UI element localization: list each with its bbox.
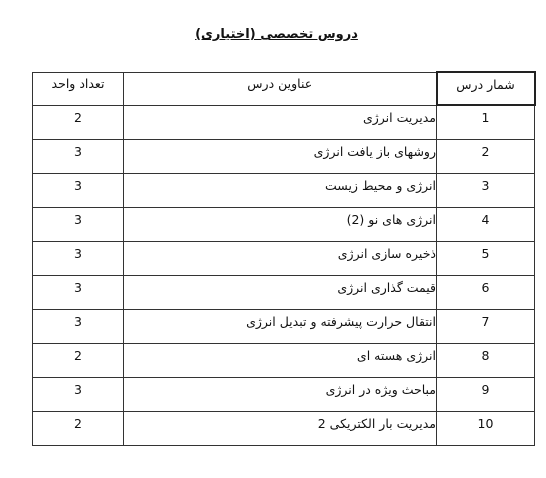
table-header-row bbox=[33, 72, 535, 105]
course-name: مباحث ویژه در انرژی bbox=[124, 377, 437, 411]
course-number: 5 bbox=[437, 241, 535, 275]
table-row bbox=[33, 241, 535, 275]
page-title: دروس تخصصی (اختیاری) bbox=[195, 27, 358, 42]
course-number: 4 bbox=[437, 207, 535, 241]
course-units: 2 bbox=[33, 105, 124, 139]
course-units: 2 bbox=[33, 411, 124, 445]
table-row bbox=[33, 105, 535, 139]
course-number: 10 bbox=[437, 411, 535, 445]
course-name: مدیریت انرژی bbox=[124, 105, 437, 139]
course-number: 2 bbox=[437, 139, 535, 173]
course-name: انتقال حرارت پیشرفته و تبدیل انرژی bbox=[124, 309, 437, 343]
header-course-name: عناوین درس bbox=[124, 72, 437, 105]
course-units: 3 bbox=[33, 207, 124, 241]
course-name: روشهای باز یافت انرژی bbox=[124, 139, 437, 173]
course-units: 2 bbox=[33, 343, 124, 377]
course-name: قیمت گذاری انرژی bbox=[124, 275, 437, 309]
table-row bbox=[33, 207, 535, 241]
course-number: 7 bbox=[437, 309, 535, 343]
course-number: 1 bbox=[437, 105, 535, 139]
header-units: تعداد واحد bbox=[33, 72, 124, 105]
course-table bbox=[32, 71, 536, 446]
table-row bbox=[33, 275, 535, 309]
table-row bbox=[33, 173, 535, 207]
course-units: 3 bbox=[33, 173, 124, 207]
course-number: 8 bbox=[437, 343, 535, 377]
table-row bbox=[33, 343, 535, 377]
course-name: مدیریت بار الکتریکی 2 bbox=[124, 411, 437, 445]
table-row bbox=[33, 309, 535, 343]
table-row bbox=[33, 139, 535, 173]
course-name: انرژی هسته ای bbox=[124, 343, 437, 377]
course-units: 3 bbox=[33, 309, 124, 343]
course-units: 3 bbox=[33, 275, 124, 309]
course-number: 6 bbox=[437, 275, 535, 309]
table-row bbox=[33, 377, 535, 411]
course-units: 3 bbox=[33, 377, 124, 411]
course-number: 9 bbox=[437, 377, 535, 411]
table-row bbox=[33, 411, 535, 445]
course-name: ذخیره سازی انرژی bbox=[124, 241, 437, 275]
course-units: 3 bbox=[33, 139, 124, 173]
course-units: 3 bbox=[33, 241, 124, 275]
course-name: انرژی های نو (2) bbox=[124, 207, 437, 241]
course-name: انرژی و محیط زیست bbox=[124, 173, 437, 207]
header-course-number: شمار درس bbox=[437, 72, 535, 105]
course-number: 3 bbox=[437, 173, 535, 207]
